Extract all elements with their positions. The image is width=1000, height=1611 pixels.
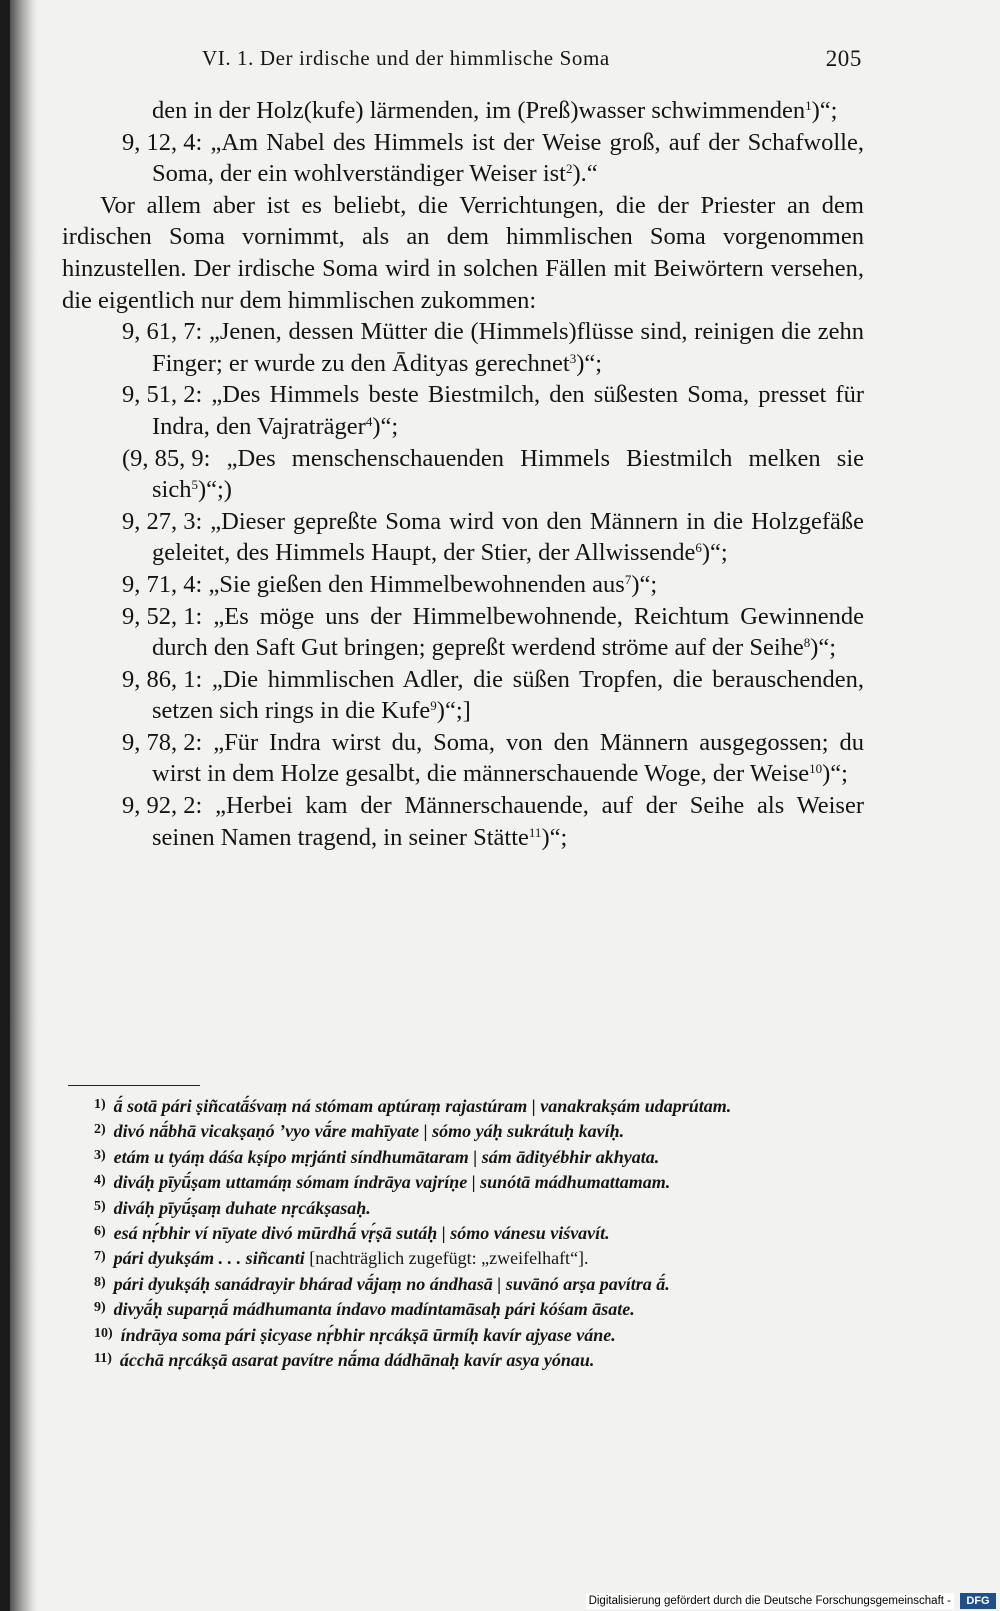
dfg-logo: DFG bbox=[960, 1593, 996, 1609]
footnote: $^{6)}$ esá nṛ́bhir ví nīyate divó mūrdhā́ vṛ́ṣā sutáḥ | sómo vánesu viśvavít. bbox=[94, 1223, 610, 1244]
quotation: 9, 27, 3: „Dieser gepreßte Soma wird von den Männern in die Holzgefäße geleitet, des Himmels Haupt, der Stier, der Allwissende$^6$)“; bbox=[122, 507, 864, 567]
quotation: 9, 78, 2: „Für Indra wirst du, Soma, von den Männern ausgegossen; du wirst in dem Holze gesalbt, die männerschauende Woge, der Weise$^{10}$)“; bbox=[122, 728, 864, 788]
footnote: $^{10)}$ índrāya soma pári ṣicyase nṛ́bhir nṛcákṣā ūrmíḥ kavír ajyase váne. bbox=[94, 1324, 616, 1345]
footnote-ref[interactable]: 8 bbox=[803, 635, 811, 651]
citation: 9, 61, 7: bbox=[122, 318, 203, 346]
running-title: VI. 1. Der irdische und der himmlische Soma bbox=[202, 46, 610, 70]
footnote-ref[interactable]: 3 bbox=[569, 350, 577, 366]
footnote: $^{11)}$ ácchā nṛcákṣā asarat pavítre nā́ma dádhānaḥ kavír asya yónau. bbox=[94, 1350, 595, 1371]
citation: 9, 86, 1: bbox=[122, 665, 203, 693]
digitization-credit: Digitalisierung gefördert durch die Deutsche Forschungsgemeinschaft - bbox=[586, 1593, 954, 1609]
book-page bbox=[10, 0, 1000, 1611]
quotation: 9, 61, 7: „Jenen, dessen Mütter die (Himmels)flüsse sind, reinigen die zehn Finger; er wurde zu den Ādityas gerechnet$^3$)“; bbox=[122, 318, 865, 377]
book-spine-shadow bbox=[10, 0, 38, 1611]
footnote-ref[interactable]: 5 bbox=[191, 477, 198, 493]
footnote-separator bbox=[68, 1085, 200, 1086]
footnote-ref[interactable]: 9 bbox=[430, 698, 437, 714]
citation: 9, 71, 4: bbox=[122, 570, 203, 598]
citation: 9, 27, 3: bbox=[122, 507, 203, 535]
quotation: 9, 52, 1: „Es möge uns der Himmelbewohnende, Reichtum Gewinnende durch den Saft Gut bringen; gepreßt werdend ströme auf der Seihe$^8$)“; bbox=[122, 602, 865, 662]
footnote: $^{5)}$ diváḥ pīyū́ṣaṃ duhate nṛcákṣasaḥ. bbox=[94, 1197, 371, 1218]
citation: 9, 12, 4: bbox=[122, 128, 203, 156]
quotation: (9, 85, 9: „Des menschenschauenden Himmels Biestmilch melken sie sich$^5$)“;) bbox=[122, 444, 864, 504]
citation: 9, 52, 1: bbox=[122, 602, 203, 630]
footnote-ref[interactable]: 2 bbox=[565, 161, 573, 177]
quotation: 9, 71, 4: „Sie gießen den Himmelbewohnenden aus$^7$)“; bbox=[62, 569, 864, 601]
quotation: 9, 51, 2: „Des Himmels beste Biestmilch, den süßesten Soma, presset für Indra, den Vajraträger$^4$)“; bbox=[122, 381, 864, 440]
citation: 9, 92, 2: bbox=[122, 792, 203, 820]
footnote-ref[interactable]: 6 bbox=[695, 540, 702, 556]
footnote: $^{9)}$ divyā́ḥ suparṇā́ mádhumanta índavo madíntamāsaḥ pári kóśam āsate. bbox=[94, 1299, 635, 1320]
footnote: $^{3)}$ etám u tyáṃ dáśa kṣípo mṛjánti síndhumātaram | sám ādityébhir akhyata. bbox=[94, 1146, 660, 1167]
footnotes bbox=[70, 1093, 866, 1372]
quotation: 9, 12, 4: „Am Nabel des Himmels ist der Weise groß, auf der Schafwolle, Soma, der ein wohlverständiger Weiser ist$^2$).“ bbox=[122, 128, 864, 188]
footnote-ref[interactable]: 7 bbox=[624, 571, 632, 587]
main-text bbox=[62, 95, 864, 853]
quotation: 9, 86, 1: „Die himmlischen Adler, die süßen Tropfen, die berauschenden, setzen sich rings in die Kufe$^9$)“;] bbox=[122, 665, 864, 725]
footnote: $^{1)}$ ā́ sotā pári ṣiñcatā́śvaṃ ná stómam aptúraṃ rajastúram | vanakrakṣám udaprútam. bbox=[94, 1096, 732, 1116]
footnote-ref[interactable]: 11 bbox=[528, 824, 542, 840]
footnote-ref[interactable]: 10 bbox=[809, 761, 823, 777]
citation: 9, 51, 2: bbox=[122, 381, 203, 409]
footnote-ref[interactable]: 4 bbox=[365, 413, 373, 429]
citation: 9, 78, 2: bbox=[122, 728, 203, 756]
running-header bbox=[202, 46, 862, 80]
quotation: 9, 92, 2: „Herbei kam der Männerschauende, auf der Seihe als Weiser seinen Namen tragend, in seiner Stätte$^{11}$)“; bbox=[122, 792, 864, 851]
paragraph: Vor allem aber ist es beliebt, die Verrichtungen, die der Priester an dem irdischen Soma vornimmt, als an dem himmlischen Soma vorgenommen hinzustellen. Der irdische Soma wird in solchen Fällen mit Beiwörtern versehen, die eigentlich nur dem himmlischen zukommen: bbox=[62, 191, 864, 314]
page-number: 205 bbox=[825, 46, 862, 71]
footnote: $^{4)}$ diváḥ pīyū́ṣam uttamáṃ sómam índrāya vajríṇe | sunótā mádhumattamam. bbox=[94, 1172, 671, 1193]
footnote: $^{8)}$ pári dyukṣáḥ sanádrayir bhárad vā́jaṃ no ándhasā | suvānó arṣa pavítra ā́. bbox=[94, 1273, 670, 1294]
footnote-ref[interactable]: 1 bbox=[805, 98, 812, 113]
citation: (9, 85, 9: bbox=[122, 444, 211, 472]
footnote: $^{7)}$ pári dyukṣám . . . siñcanti [nachträglich zugefügt: „zweifelhaft“]. bbox=[94, 1248, 589, 1269]
paragraph-continuation: den in der Holz(kufe) lärmenden, im (Preß)wasser schwimmenden$^1$)“; bbox=[152, 97, 838, 124]
footnote: $^{2)}$ divó nā́bhā vicakṣaṇó ’vyo vā́re mahīyate | sómo yáḥ sukrátuḥ kavíḥ. bbox=[94, 1121, 625, 1142]
